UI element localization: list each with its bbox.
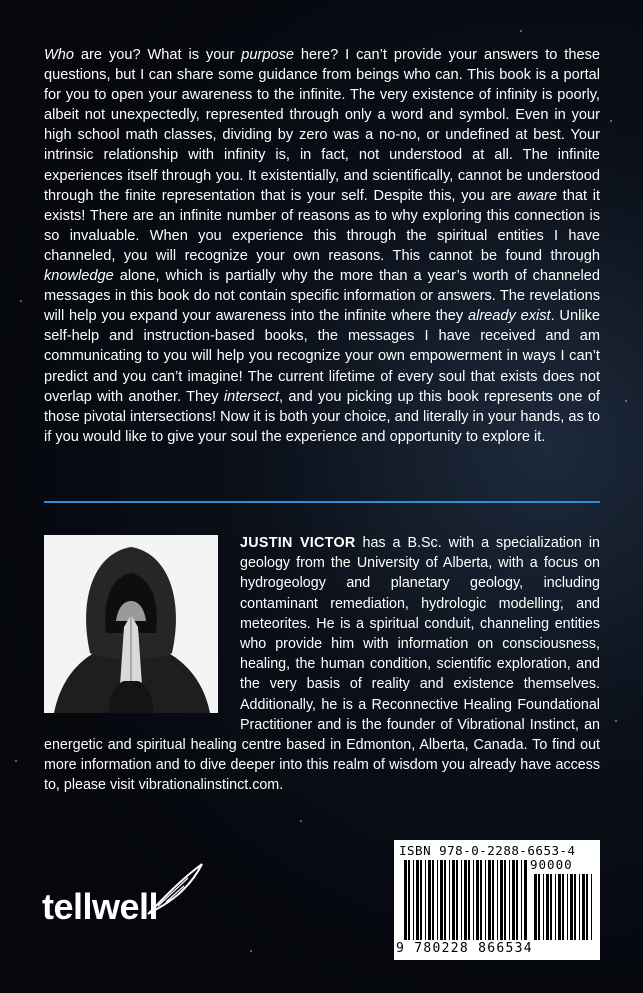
isbn-label: ISBN 978-0-2288-6653-4 bbox=[399, 843, 576, 858]
author-name: JUSTIN VICTOR bbox=[240, 535, 356, 551]
isbn-barcode bbox=[394, 840, 600, 960]
blurb-text: are you? What is your bbox=[74, 47, 242, 63]
barcode-digits: 9 780228 866534 bbox=[396, 941, 533, 956]
section-divider bbox=[44, 501, 600, 503]
back-cover-blurb bbox=[44, 45, 600, 447]
blurb-emphasis-already-exist: already exist bbox=[467, 308, 551, 325]
blurb-text: that it exists! There are an infinite number of reasons as to why exploring this connection is so invaluable. When you experience this through the spiritual entities I have channeled, you will recognize your own reasons. This cannot be found through bbox=[44, 187, 601, 264]
author-bio-text: has a B.Sc. with a specialization in geology from the University of Alberta, with a focus on hydrogeology and planetary geology, including contaminant remediation, hydrologic modelling, and meteorites. He is a spiritual conduit, channeling entities who provide him with information on consciousness, healing, the human condition, scientific exploration, and the very basis of reality and existence themselves. Additionally, he is a Reconnective Healing Foundational Practitioner and is the founder of Vibrational Instinct, an energetic and spiritual healing centre based in Edmonton, Alberta, Canada. To find out more information and to dive deeper into this realm of wisdom you already have access to, please visit vibrationalinstinct.com. bbox=[44, 535, 600, 794]
publisher-logo bbox=[42, 868, 202, 932]
blurb-emphasis-knowledge: knowledge bbox=[44, 268, 114, 285]
blurb-text: alone, which is partially why the more than a year’s worth of channeled messages in this book do not contain specific information or answers. The revelations will help you expand your awareness into the infinite where they bbox=[44, 268, 600, 325]
publisher-name: tellwell bbox=[42, 886, 159, 927]
blurb-emphasis-aware: aware bbox=[517, 187, 557, 204]
blurb-text: , and you picking up this book represents one of those pivotal intersections! Now it is both your choice, and literally in your hands, as to if you would like to give your soul the experience and opportunity to explore it. bbox=[44, 388, 600, 445]
blurb-emphasis-who: Who bbox=[44, 47, 75, 63]
blurb-emphasis-purpose: purpose bbox=[241, 47, 294, 63]
author-photo bbox=[44, 535, 218, 713]
price-code: 90000 bbox=[530, 857, 573, 872]
blurb-text: . Unlike self-help and instruction-based books, the messages I have received and am communicating to you will help you recognize your own empowerment in ways I can’t predict and you can’t imagine! The current lifetime of every soul that exists does not overlap with another. They bbox=[44, 308, 600, 405]
blurb-text: here? I can’t provide your answers to these questions, but I can share some guidance from beings who can. This book is a portal for you to open your awareness to the infinite. The very existence of infinity is poorly, albeit not unexpectedly, represented through only a word and symbol. Even in your high school math classes, dividing by zero was a no-no, or undefined at best. Your intrinsic relationship with infinity is, in fact, not understood at all. The infinite experiences itself through you. It existentially, and scientifically, cannot be understood through the finite representation that is your self. Despite this, you are bbox=[44, 47, 600, 204]
blurb-emphasis-intersect: intersect bbox=[223, 388, 280, 405]
